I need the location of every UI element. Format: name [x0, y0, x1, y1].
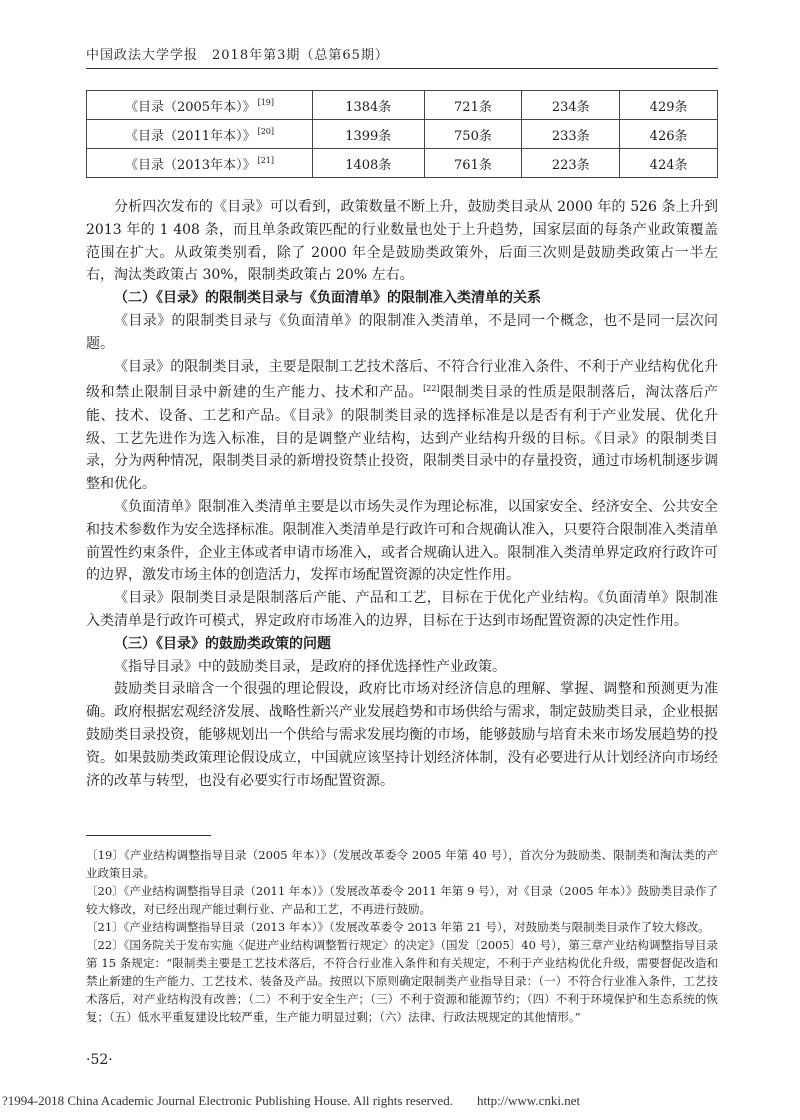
table-cell-name: 《目录（2005年本）》 [19] — [87, 91, 313, 120]
table-cell: 424条 — [620, 149, 718, 178]
table-cell: 761条 — [424, 149, 522, 178]
footnote: 〔22〕《国务院关于发布实施〈促进产业结构调整暂行规定〉的决定》（国发〔2005〕40 号），第三章产业结构调整指导目录第 15 条规定：“限制类主要是工艺技术落后，不符合行业准入条件和有关规定，不利于产业结构优化升级，需要督促改造和禁止新建的生产能力、工艺技术、装备及产品。按照以下原则确定限制类产业指导目录：（一）不符合行业准入条件，工艺技术落后，对产业结构没有改善；（二）不利于安全生产；（三）不利于资源和能源节约；（四）不利于环境保护和生态系统的恢复；（五）低水平重复建设比较严重，生产能力明显过剩；（六）法律、行政法规规定的其他情形。” — [86, 938, 718, 1024]
table-cell: 233条 — [522, 120, 620, 149]
section-heading: （三）《目录》的鼓励类政策的问题 — [114, 635, 331, 652]
paragraph: 《负面清单》限制准入类清单主要是以市场失灵作为理论标准，以国家安全、经济安全、公共安全和技术参数作为安全选择标准。限制准入类清单是行政许可和合规确认准入，只要符合限制准入类清单前置性约束条件，企业主体或者申请市场准入，或者合规确认进入。限制准入类清单界定政府行政许可的边界，激发市场主体的创造活力，发挥市场配置资源的决定性作用。 — [86, 499, 718, 584]
copyright-text: ?1994-2018 China Academic Journal Electronic Publishing House. All rights reserved. — [2, 1093, 453, 1108]
footnote: 〔19〕《产业结构调整指导目录（2005 年本）》（发展改革委令 2005 年第 40 号），首次分为鼓励类、限制类和淘汰类的产业政策目录。 — [86, 848, 718, 880]
copyright-footer — [0, 1093, 800, 1109]
section-heading: （二）《目录》的限制类目录与《负面清单》的限制准入类清单的关系 — [114, 290, 541, 307]
table-row — [87, 149, 718, 178]
table-cell-name: 《目录（2013年本）》 [21] — [87, 149, 313, 178]
journal-header: 中国政法大学学报 2018年第3期（总第65期） — [86, 48, 389, 63]
table-cell: 1408条 — [313, 149, 425, 178]
footnote-rule — [86, 835, 211, 836]
table-cell: 234条 — [522, 91, 620, 120]
page-number: ·52· — [86, 1052, 113, 1068]
footnotes — [86, 846, 718, 1026]
table-cell: 1384条 — [313, 91, 425, 120]
header-rule — [86, 68, 718, 69]
article-body — [86, 196, 718, 792]
table-row — [87, 91, 718, 120]
paragraph: 《目录》的限制类目录与《负面清单》的限制准入类清单，不是同一个概念，也不是同一层次问题。 — [86, 312, 718, 352]
table-cell: 721条 — [424, 91, 522, 120]
site-link[interactable]: http://www.cnki.net — [476, 1093, 581, 1108]
table-cell: 750条 — [424, 120, 522, 149]
catalog-table — [86, 90, 718, 178]
table-cell-name: 《目录（2011年本）》 [20] — [87, 120, 313, 149]
table-row — [87, 120, 718, 149]
table-cell: 223条 — [522, 149, 620, 178]
table-cell: 1399条 — [313, 120, 425, 149]
paragraph: 鼓励类目录暗含一个很强的理论假设，政府比市场对经济信息的理解、掌握、调整和预测更为准确。政府根据宏观经济发展、战略性新兴产业发展趋势和市场供给与需求，制定鼓励类目录，企业根据鼓励类目录投资，能够规划出一个供给与需求发展均衡的市场，能够鼓励与培育未来市场发展趋势的投资。如果鼓励类政策理论假设成立，中国就应该坚持计划经济体制，没有必要进行从计划经济向市场经济的改革与转型，也没有必要实行市场配置资源。 — [86, 681, 718, 789]
table-cell: 426条 — [620, 120, 718, 149]
citation-ref[interactable]: [21] — [257, 156, 274, 166]
footnote: 〔21〕《产业结构调整指导目录（2013 年本）》（发展改革委令 2013 年第 21 号），对鼓励类与限制类目录作了较大修改。 — [86, 920, 710, 934]
citation-ref[interactable]: [20] — [257, 127, 274, 137]
citation-ref[interactable]: [22] — [423, 384, 440, 394]
paragraph: 分析四次发布的《目录》可以看到，政策数量不断上升，鼓励类目录从 2000 年的 526 条上升到 2013 年的 1 408 条，而且单条政策匹配的行业数量也处于上升趋势，国家层面的每条产业政策覆盖范围在扩大。从政策类别看，除了 2000 年全是鼓励类政策外，后面三次则是鼓励类政策占一半左右，淘汰类政策占 30%，限制类政策占 20% 左右。 — [86, 199, 718, 284]
paragraph: 《指导目录》中的鼓励类目录，是政府的择优选择性产业政策。 — [114, 658, 506, 675]
table-cell: 429条 — [620, 91, 718, 120]
footnote: 〔20〕《产业结构调整指导目录（2011 年本）》（发展改革委令 2011 年第 9 号），对《目录（2005 年本）》鼓励类目录作了较大修改，对已经出现产能过剩行业、产品和工艺，不再进行鼓励。 — [86, 884, 718, 916]
citation-ref[interactable]: [19] — [257, 98, 274, 108]
paragraph: 《目录》限制类目录是限制落后产能、产品和工艺，目标在于优化产业结构。《负面清单》限制准入类清单是行政许可模式，界定政府市场准入的边界，目标在于达到市场配置资源的决定性作用。 — [86, 590, 718, 629]
paragraph: 《目录》的限制类目录，主要是限制工艺技术落后、不符合行业准入条件、不利于产业结构优化升级和禁止限制目录中新建的生产能力、技术和产品。[22]限制类目录的性质是限制落后，淘汰落后产能、技术、设备、工艺和产品。《目录》的限制类目录的选择标准是以是否有利于产业发展、优化升级、工艺先进作为选入标准，目的是调整产业结构，达到产业结构升级的目标。《目录》的限制类目录，分为两种情况，限制类目录的新增投资禁止投资，限制类目录中的存量投资，通过市场机制逐步调整和优化。 — [86, 358, 719, 493]
